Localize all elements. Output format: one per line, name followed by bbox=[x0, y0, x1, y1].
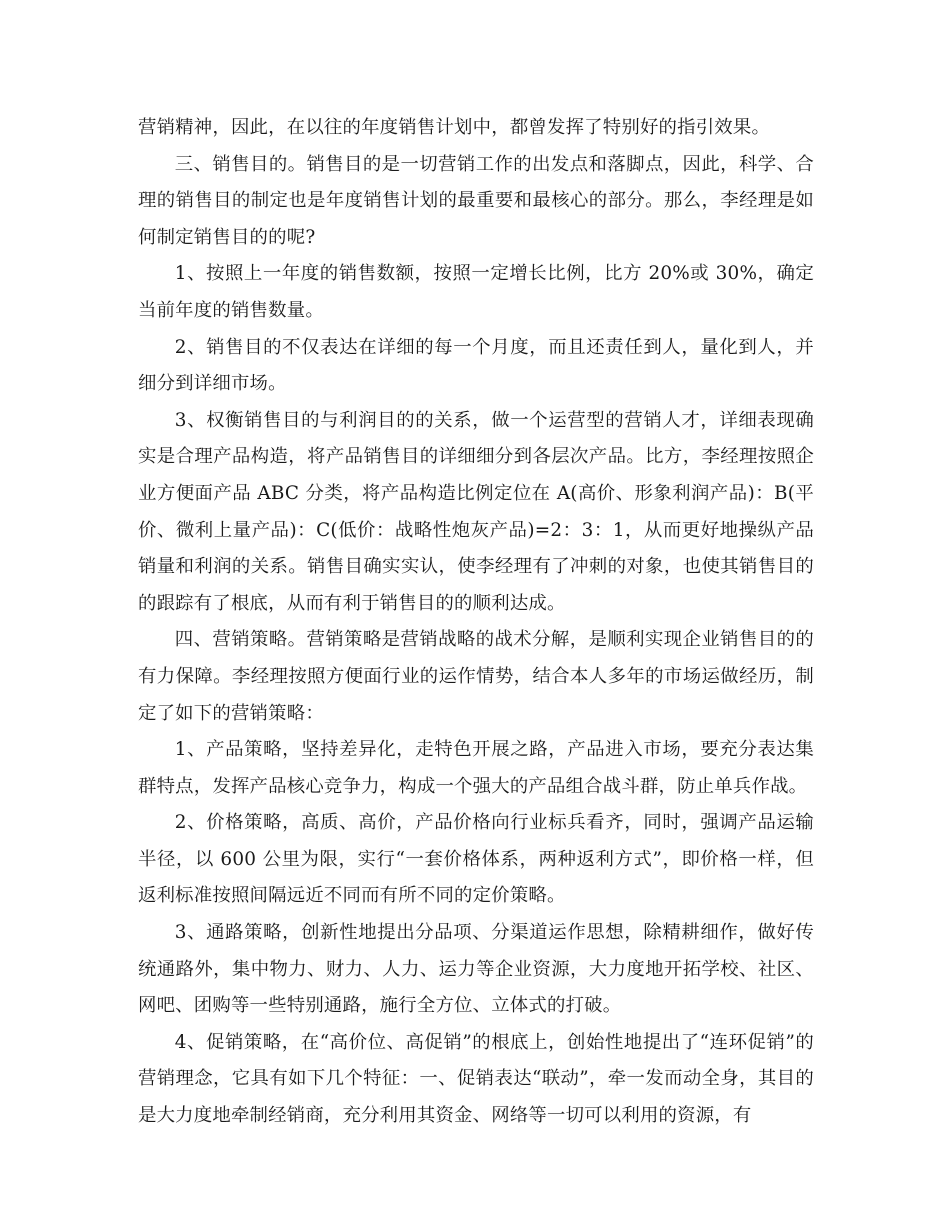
paragraph-target-item-1: 1、按照上一年度的销售数额，按照一定增长比例，比方 20%或 30%，确定当前年度的销售数量。 bbox=[138, 263, 814, 321]
paragraph-price-strategy: 2、价格策略，高质、高价，产品价格向行业标兵看齐，同时，强调产品运输半径，以 600 公里为限，实行“一套价格体系，两种返利方式”，即价格一样，但返利标准按照间隔远近不同而有所不同的定价策略。 bbox=[138, 812, 814, 907]
paragraph-target-item-2: 2、销售目的不仅表达在详细的每一个月度，而且还责任到人，量化到人，并细分到详细市场。 bbox=[138, 336, 814, 395]
paragraph-channel-strategy: 3、通路策略，创新性地提出分品项、分渠道运作思想，除精耕细作，做好传统通路外，集中物力、财力、人力、运力等企业资源，大力度地开拓学校、社区、网吧、团购等一些特别通路，施行全方位、立体式的打破。 bbox=[138, 922, 814, 1017]
document-body bbox=[138, 110, 814, 1135]
paragraph-marketing-strategy: 四、营销策略。营销策略是营销战略的战术分解，是顺利实现企业销售目的的有力保障。李经理按照方便面行业的运作情势，结合本人多年的市场运做经历，制定了如下的营销策略： bbox=[138, 629, 814, 724]
paragraph-product-strategy: 1、产品策略，坚持差异化，走特色开展之路，产品进入市场，要充分表达集群特点，发挥产品核心竞争力，构成一个强大的产品组合战斗群，防止单兵作战。 bbox=[138, 739, 814, 797]
paragraph-promotion-strategy: 4、促销策略，在“高价位、高促销”的根底上，创始性地提出了“连环促销”的营销理念，它具有如下几个特征：一、促销表达“联动”，牵一发而动全身，其目的是大力度地牵制经销商，充分利用其资金、网络等一切可以利用的资源，有 bbox=[138, 1031, 814, 1127]
paragraph-marketing-spirit: 营销精神，因此，在以往的年度销售计划中，都曾发挥了特别好的指引效果。 bbox=[138, 117, 771, 138]
paragraph-sales-target: 三、销售目的。销售目的是一切营销工作的出发点和落脚点，因此，科学、合理的销售目的制定也是年度销售计划的最重要和最核心的部分。那么，李经理是如何制定销售目的的呢? bbox=[138, 153, 814, 248]
paragraph-target-item-3: 3、权衡销售目的与利润目的的关系，做一个运营型的营销人才，详细表现确实是合理产品构造，将产品销售目的详细细分到各层次产品。比方，李经理按照企业方便面产品 ABC 分类，将产品构造比例定位在 A(高价、形象利润产品)：B(平价、微利上量产品)：C(低价：战略性炮灰产品)=2：3：1，从而更好地操纵产品销量和利润的关系。销售目确实实认，使李经理有了冲刺的对象，也使其销售目的的跟踪有了根底，从而有利于销售目的的顺利达成。 bbox=[138, 409, 814, 614]
